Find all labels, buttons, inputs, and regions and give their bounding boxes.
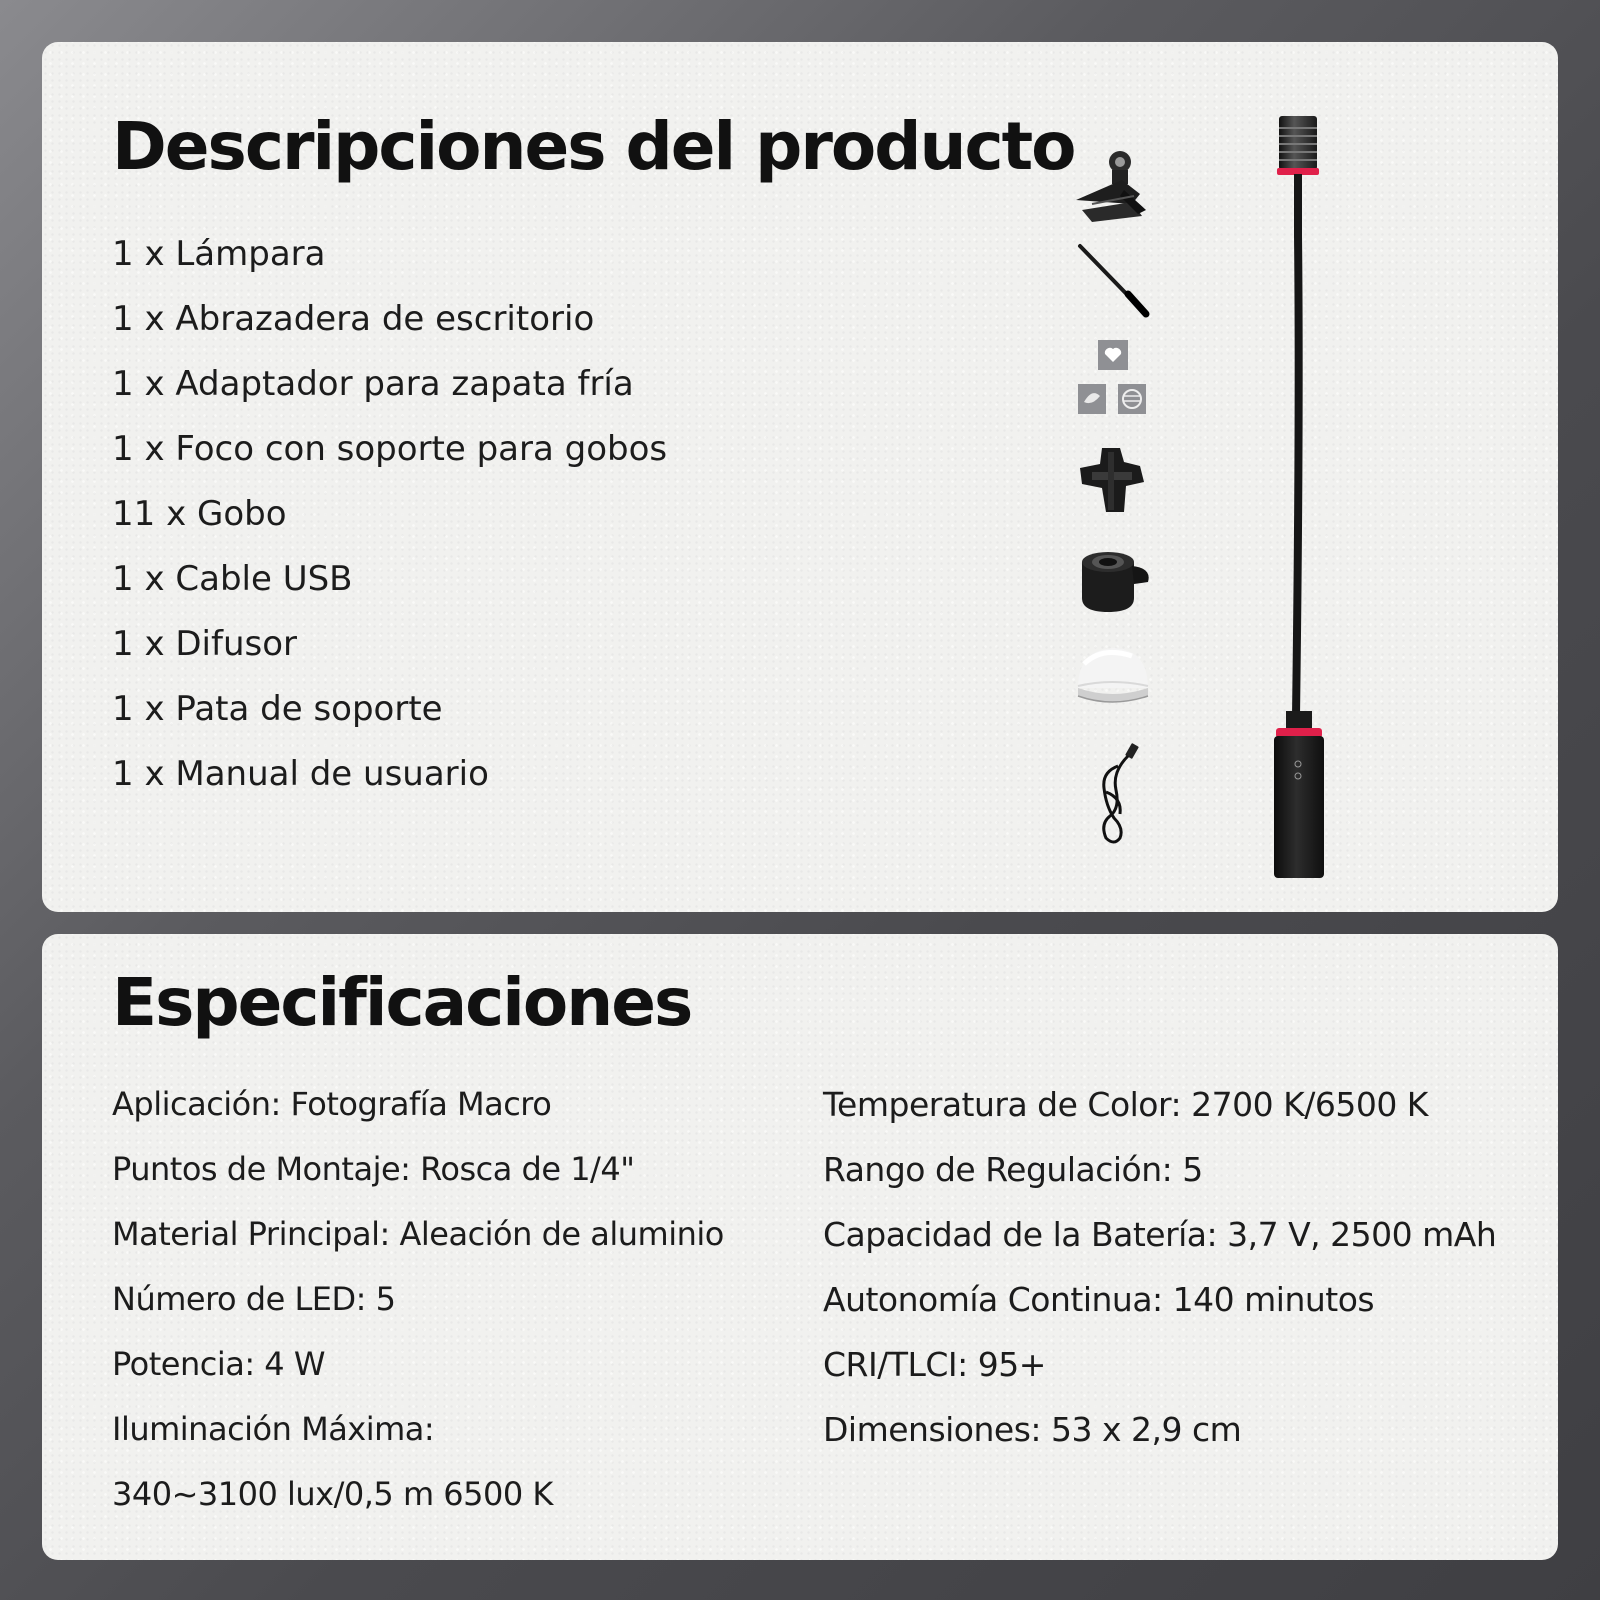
list-item: 1 x Pata de soporte (112, 689, 443, 729)
desk-clamp-icon (1062, 142, 1162, 232)
list-item: 1 x Manual de usuario (112, 754, 489, 794)
spec-column-right (823, 1072, 1496, 1462)
spec-item: Temperatura de Color: 2700 K/6500 K (823, 1085, 1428, 1124)
list-item: 11 x Gobo (112, 494, 287, 534)
spec-item: Puntos de Montaje: Rosca de 1/4" (112, 1150, 635, 1188)
spec-item: Material Principal: Aleación de aluminio (112, 1215, 724, 1253)
support-leg-icon (1062, 242, 1162, 322)
gobo-icon (1062, 340, 1162, 430)
contents-title: Descripciones del producto (112, 108, 1075, 185)
specifications-card (42, 934, 1558, 1560)
lamp-illustration (1258, 116, 1338, 886)
list-item: 1 x Difusor (112, 624, 298, 664)
spec-item: Número de LED: 5 (112, 1280, 396, 1318)
spec-item: 340~3100 lux/0,5 m 6500 K (112, 1475, 553, 1513)
spec-item: Autonomía Continua: 140 minutos (823, 1280, 1375, 1319)
spec-item: CRI/TLCI: 95+ (823, 1345, 1046, 1384)
list-item: 1 x Cable USB (112, 559, 353, 599)
list-item: 1 x Foco con soporte para gobos (112, 429, 668, 469)
product-contents-card (42, 42, 1558, 912)
specifications-title: Especificaciones (112, 964, 692, 1041)
list-item: 1 x Abrazadera de escritorio (112, 299, 595, 339)
list-item: 1 x Lámpara (112, 234, 326, 274)
spec-item: Iluminación Máxima: (112, 1410, 435, 1448)
list-item: 1 x Adaptador para zapata fría (112, 364, 634, 404)
spec-item: Aplicación: Fotografía Macro (112, 1085, 552, 1123)
cold-shoe-adapter-icon (1062, 442, 1162, 522)
spec-item: Rango de Regulación: 5 (823, 1150, 1203, 1189)
accessories-column (1062, 142, 1162, 862)
usb-cable-icon (1062, 742, 1162, 852)
diffuser-icon (1062, 634, 1162, 724)
spotlight-icon (1062, 532, 1162, 622)
spec-item: Capacidad de la Batería: 3,7 V, 2500 mAh (823, 1215, 1497, 1254)
spec-item: Potencia: 4 W (112, 1345, 325, 1383)
spec-column-left (112, 1072, 724, 1527)
spec-item: Dimensiones: 53 x 2,9 cm (823, 1410, 1242, 1449)
contents-list (112, 222, 667, 807)
